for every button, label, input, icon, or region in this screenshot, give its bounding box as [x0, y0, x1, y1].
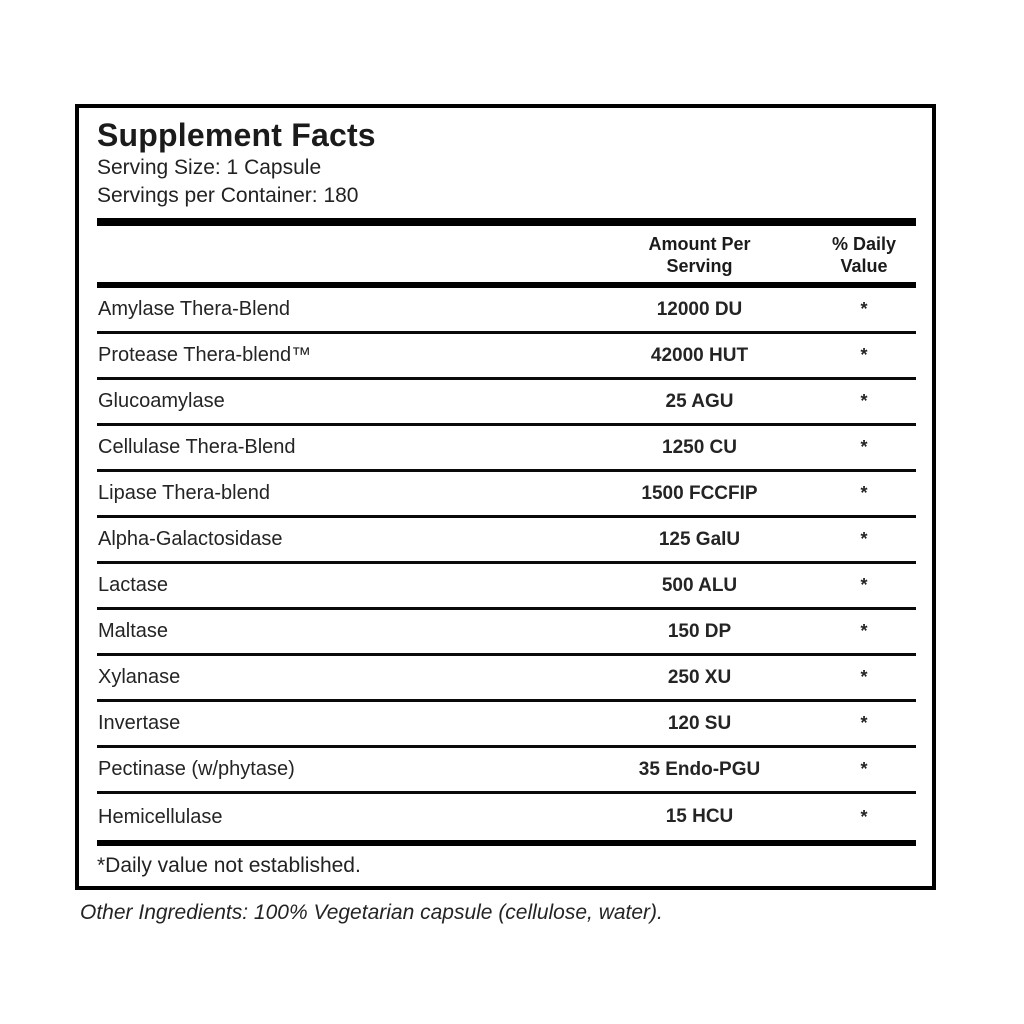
ingredient-name: Cellulase Thera-Blend: [98, 436, 296, 458]
ingredient-name: Protease Thera-blend™: [98, 344, 312, 366]
ingredient-amount: 250 XU: [667, 666, 732, 688]
divider-thick-top: [97, 218, 916, 226]
ingredient-amount: 500 ALU: [661, 574, 738, 596]
ingredient-amount: 35 Endo-PGU: [638, 758, 761, 780]
ingredient-daily-value: *: [860, 759, 868, 779]
panel-title: Supplement Facts: [97, 117, 376, 153]
supplement-facts-panel: [75, 104, 936, 890]
ingredient-amount: 1500 FCCFIP: [641, 482, 758, 504]
ingredient-name: Alpha-Galactosidase: [98, 528, 283, 550]
table-row: [97, 334, 916, 380]
servings-per-container-text: Servings per Container: 180: [97, 184, 359, 207]
ingredient-daily-value: *: [860, 299, 868, 319]
ingredient-name: Pectinase (w/phytase): [98, 758, 295, 780]
column-header-amount-line2: Serving: [666, 256, 733, 276]
table-row: [97, 518, 916, 564]
ingredient-daily-value: *: [860, 806, 868, 827]
table-row: [97, 656, 916, 702]
table-row: [97, 426, 916, 472]
serving-size-text: Serving Size: 1 Capsule: [97, 156, 322, 179]
ingredient-daily-value: *: [860, 667, 868, 687]
ingredient-daily-value: *: [860, 391, 868, 411]
column-header-dv-line1: % Daily: [831, 234, 897, 254]
table-row: [97, 288, 916, 334]
ingredient-daily-value: *: [860, 483, 868, 503]
table-row: [97, 564, 916, 610]
ingredient-name: Hemicellulase: [98, 805, 223, 828]
ingredient-daily-value: *: [860, 437, 868, 457]
daily-value-footnote: *Daily value not established.: [97, 854, 361, 877]
column-header-amount: [587, 233, 812, 277]
ingredient-name: Invertase: [98, 712, 181, 734]
ingredient-name: Xylanase: [98, 666, 181, 688]
column-header-daily-value: [812, 233, 916, 277]
ingredient-name: Maltase: [98, 620, 169, 642]
table-row: [97, 472, 916, 518]
ingredient-amount: 42000 HUT: [650, 344, 749, 366]
column-header-amount-line1: Amount Per: [648, 234, 751, 254]
ingredient-amount: 25 AGU: [665, 390, 734, 412]
ingredient-amount: 120 SU: [667, 712, 732, 734]
table-row: [97, 380, 916, 426]
ingredient-amount: 150 DP: [667, 620, 732, 642]
ingredient-amount: 15 HCU: [665, 806, 734, 827]
ingredient-table: [97, 288, 916, 840]
footnote-row: [97, 846, 916, 886]
ingredient-name: Lactase: [98, 574, 169, 596]
table-row: [97, 748, 916, 794]
ingredient-amount: 1250 CU: [662, 436, 737, 458]
ingredient-name: Amylase Thera-Blend: [98, 298, 290, 320]
ingredient-daily-value: *: [860, 575, 868, 595]
ingredient-daily-value: *: [860, 345, 868, 365]
table-header-row: [97, 226, 916, 282]
table-row: [97, 794, 916, 840]
ingredient-amount: 12000 DU: [656, 298, 743, 320]
table-row: [97, 702, 916, 748]
other-ingredients-text: Other Ingredients: 100% Vegetarian capsule (cellulose, water).: [80, 901, 663, 924]
ingredient-name: Glucoamylase: [98, 390, 225, 412]
table-row: [97, 610, 916, 656]
ingredient-name: Lipase Thera-blend: [98, 482, 270, 504]
column-header-dv-line2: Value: [840, 256, 888, 276]
ingredient-daily-value: *: [860, 529, 868, 549]
ingredient-daily-value: *: [860, 713, 868, 733]
ingredient-daily-value: *: [860, 621, 868, 641]
ingredient-amount: 125 GalU: [658, 528, 741, 550]
